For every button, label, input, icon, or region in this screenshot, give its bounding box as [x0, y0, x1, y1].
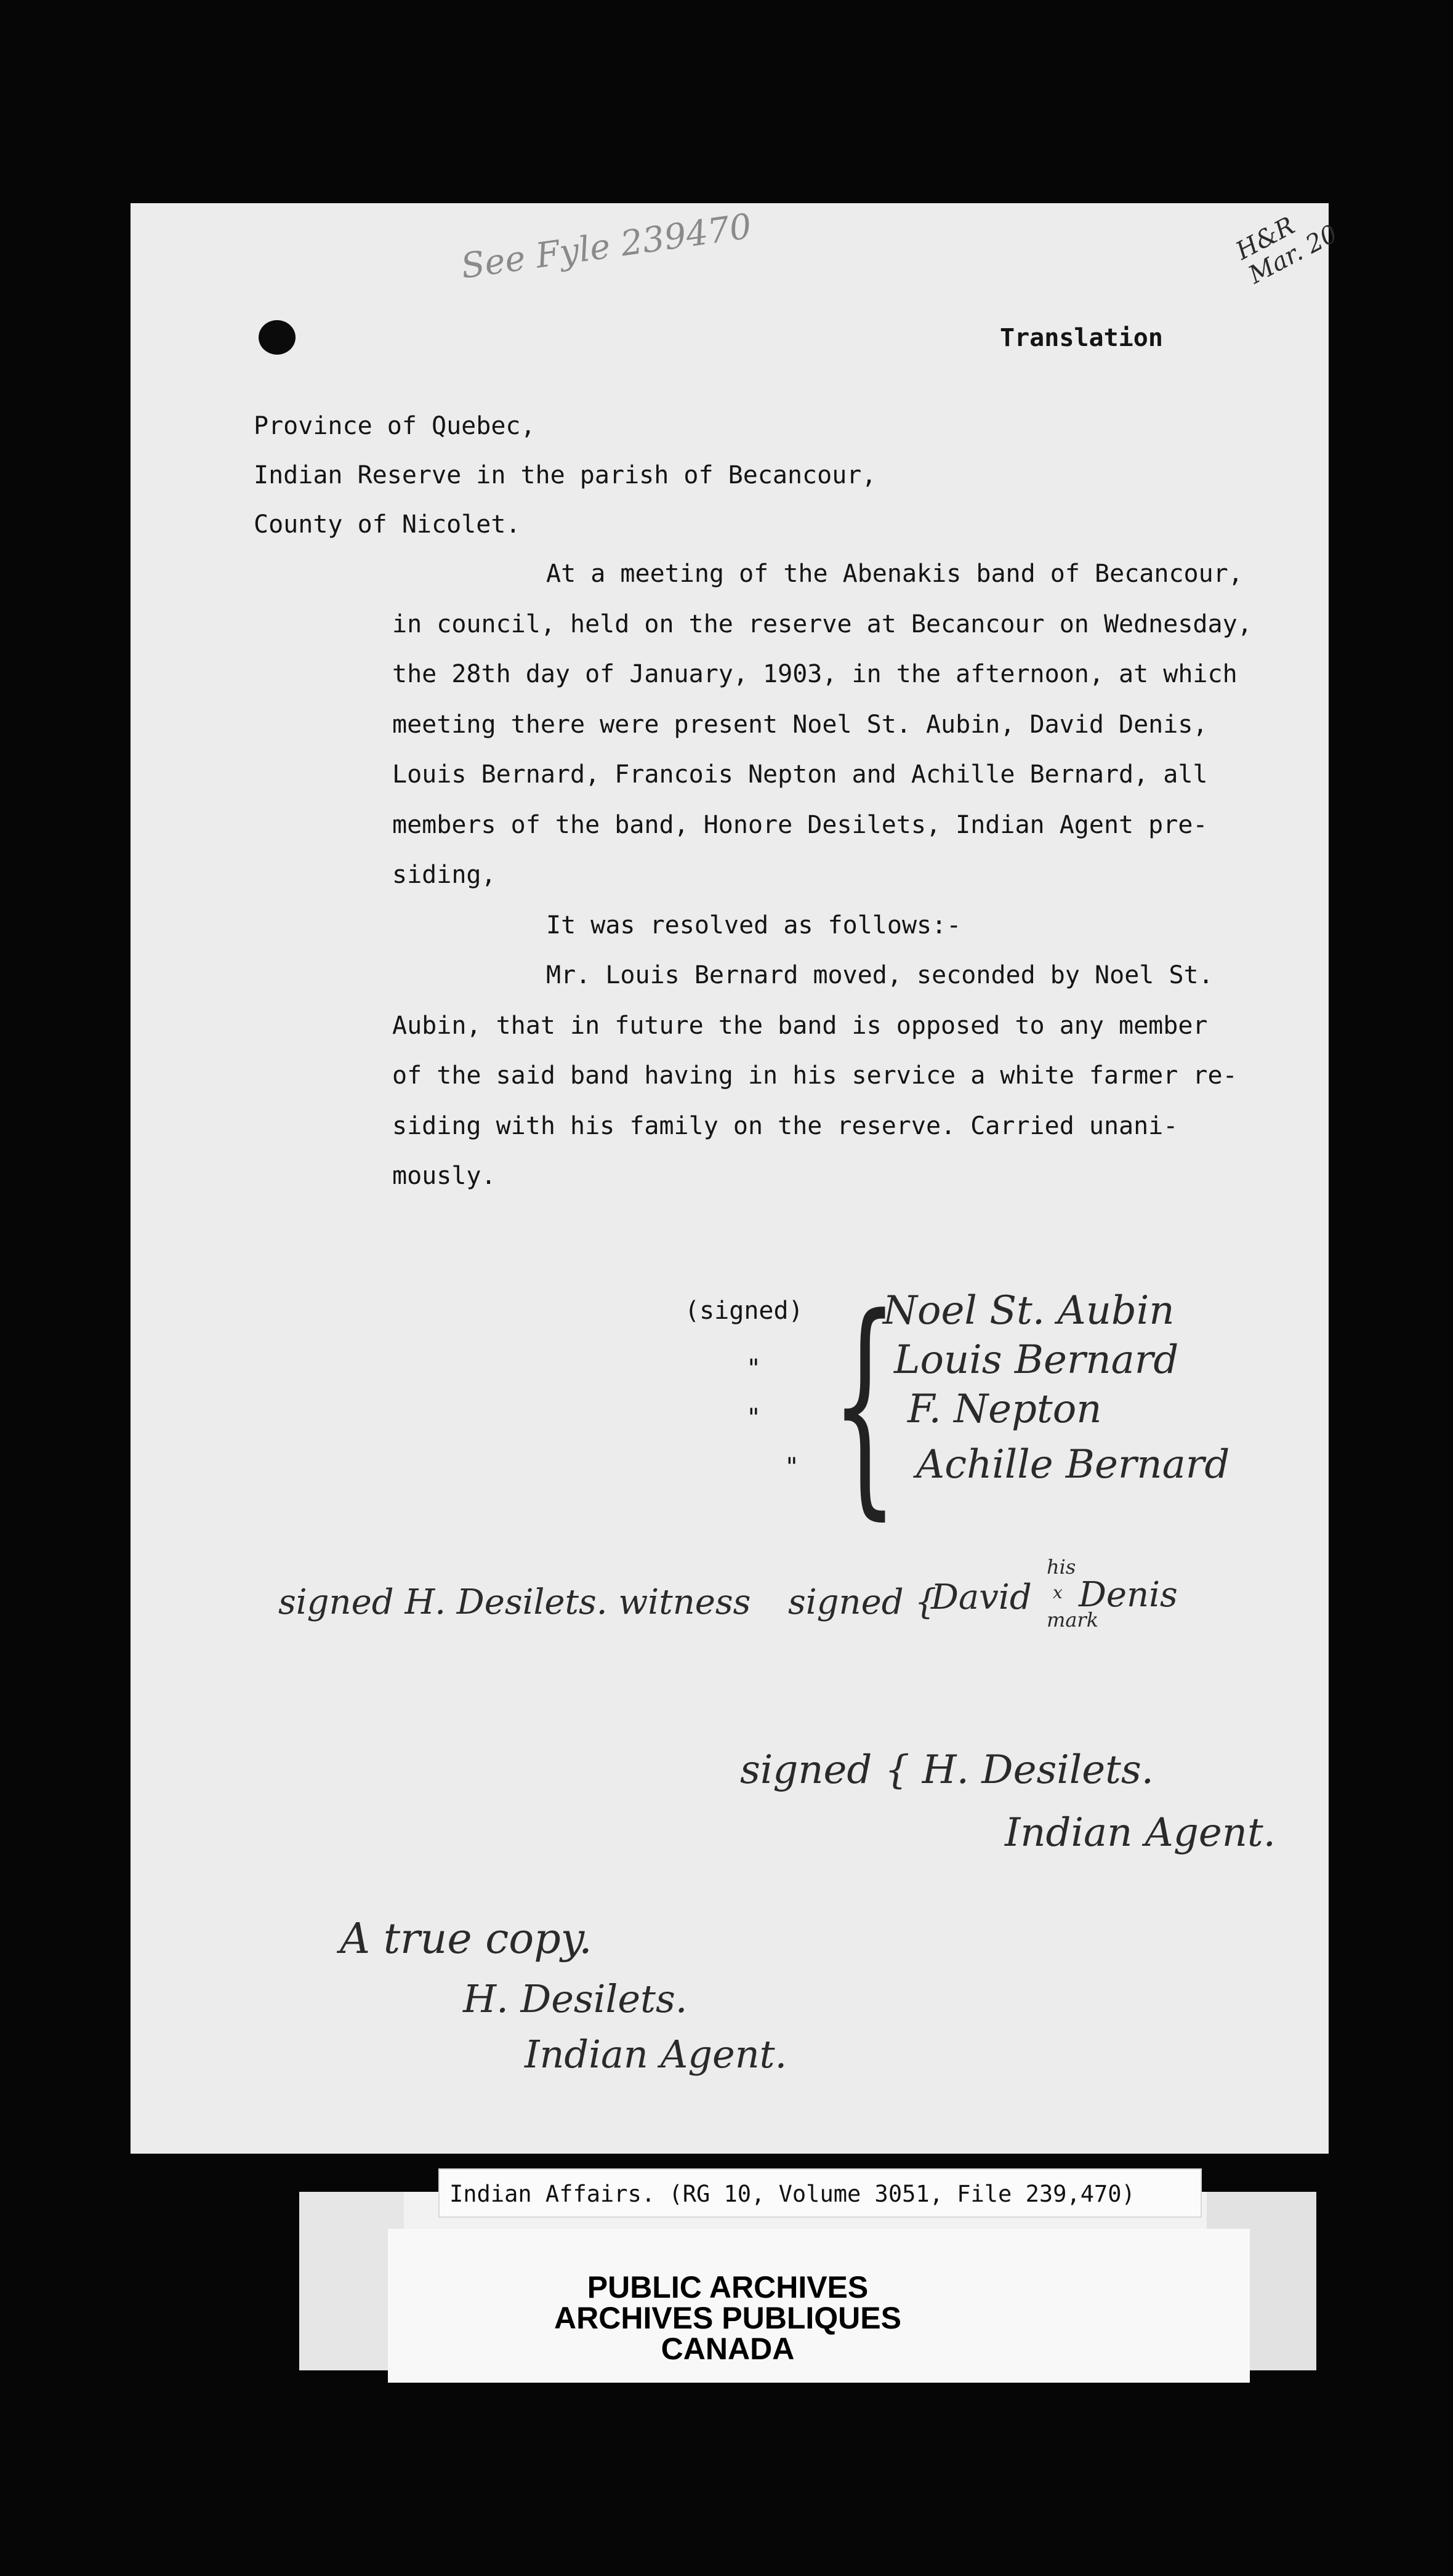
body-line: of the said band having in his service a white farmer re- — [392, 1061, 1238, 1090]
signature-f-nepton: F. Nepton — [908, 1387, 1102, 1432]
body-line: mously. — [392, 1162, 496, 1190]
archives-line-1: PUBLIC ARCHIVES — [587, 2270, 869, 2304]
denis-signed-prefix: signed { — [788, 1582, 936, 1622]
archive-reference-label: Indian Affairs. (RG 10, Volume 3051, File 239,470) — [438, 2168, 1202, 2218]
signature-achille-bernard: Achille Bernard — [916, 1442, 1230, 1487]
denis-mark: mark — [1047, 1608, 1099, 1632]
body-line: Louis Bernard, Francois Nepton and Achille Bernard, all — [392, 760, 1208, 789]
ditto-mark: " — [784, 1453, 800, 1481]
signature-brace: { — [831, 1267, 898, 1540]
punch-hole — [259, 320, 296, 355]
signature-noel-st-aubin: Noel St. Aubin — [883, 1288, 1175, 1334]
body-line: the 28th day of January, 1903, in the afternoon, at which — [392, 660, 1238, 688]
agent-title: Indian Agent. — [1005, 1810, 1276, 1856]
body-line: members of the band, Honore Desilets, Indian Agent pre- — [392, 810, 1208, 839]
signature-louis-bernard: Louis Bernard — [894, 1337, 1179, 1383]
address-line: Province of Quebec, — [254, 412, 536, 440]
public-archives-stamp — [389, 2272, 1066, 2364]
denis-name: David — [931, 1577, 1032, 1617]
corner-note: H&R Mar. 20 — [1231, 211, 1342, 290]
agent-signed: signed { H. Desilets. — [740, 1747, 1154, 1793]
signed-label: (signed) — [685, 1297, 803, 1325]
denis-his: his — [1047, 1555, 1076, 1579]
address-line: Indian Reserve in the parish of Becancour, — [254, 461, 877, 489]
resolution-body — [392, 549, 1252, 1202]
body-line: siding with his family on the reserve. Carried unani- — [392, 1111, 1178, 1140]
true-copy-title: Indian Agent. — [525, 2032, 787, 2077]
body-line: meeting there were present Noel St. Aubin, David Denis, — [392, 710, 1208, 739]
body-line: in council, held on the reserve at Becancour on Wednesday, — [392, 610, 1252, 638]
document-page — [131, 203, 1342, 2154]
true-copy-line: A true copy. — [340, 1915, 592, 1963]
true-copy-name: H. Desilets. — [463, 1976, 688, 2021]
archives-line-2: ARCHIVES PUBLIQUES — [554, 2301, 901, 2335]
archives-line-3: CANADA — [661, 2332, 795, 2366]
body-line: siding, — [392, 861, 496, 889]
address-block — [254, 401, 876, 549]
body-line: At a meeting of the Abenakis band of Becancour, — [546, 560, 1243, 588]
pencil-file-note: See Fyle 239470 — [458, 206, 754, 287]
witness-line: signed H. Desilets. witness — [278, 1582, 751, 1622]
body-line: Mr. Louis Bernard moved, seconded by Noel St. — [546, 961, 1214, 989]
ditto-mark: " — [746, 1354, 762, 1383]
address-line: County of Nicolet. — [254, 510, 521, 539]
body-line: Aubin, that in future the band is opposed to any member — [392, 1011, 1208, 1040]
translation-label: Translation — [1000, 324, 1163, 352]
denis-x: x — [1053, 1582, 1063, 1603]
ditto-mark: " — [746, 1404, 762, 1432]
body-line: It was resolved as follows:- — [546, 911, 962, 940]
denis-surname: Denis — [1079, 1575, 1178, 1615]
